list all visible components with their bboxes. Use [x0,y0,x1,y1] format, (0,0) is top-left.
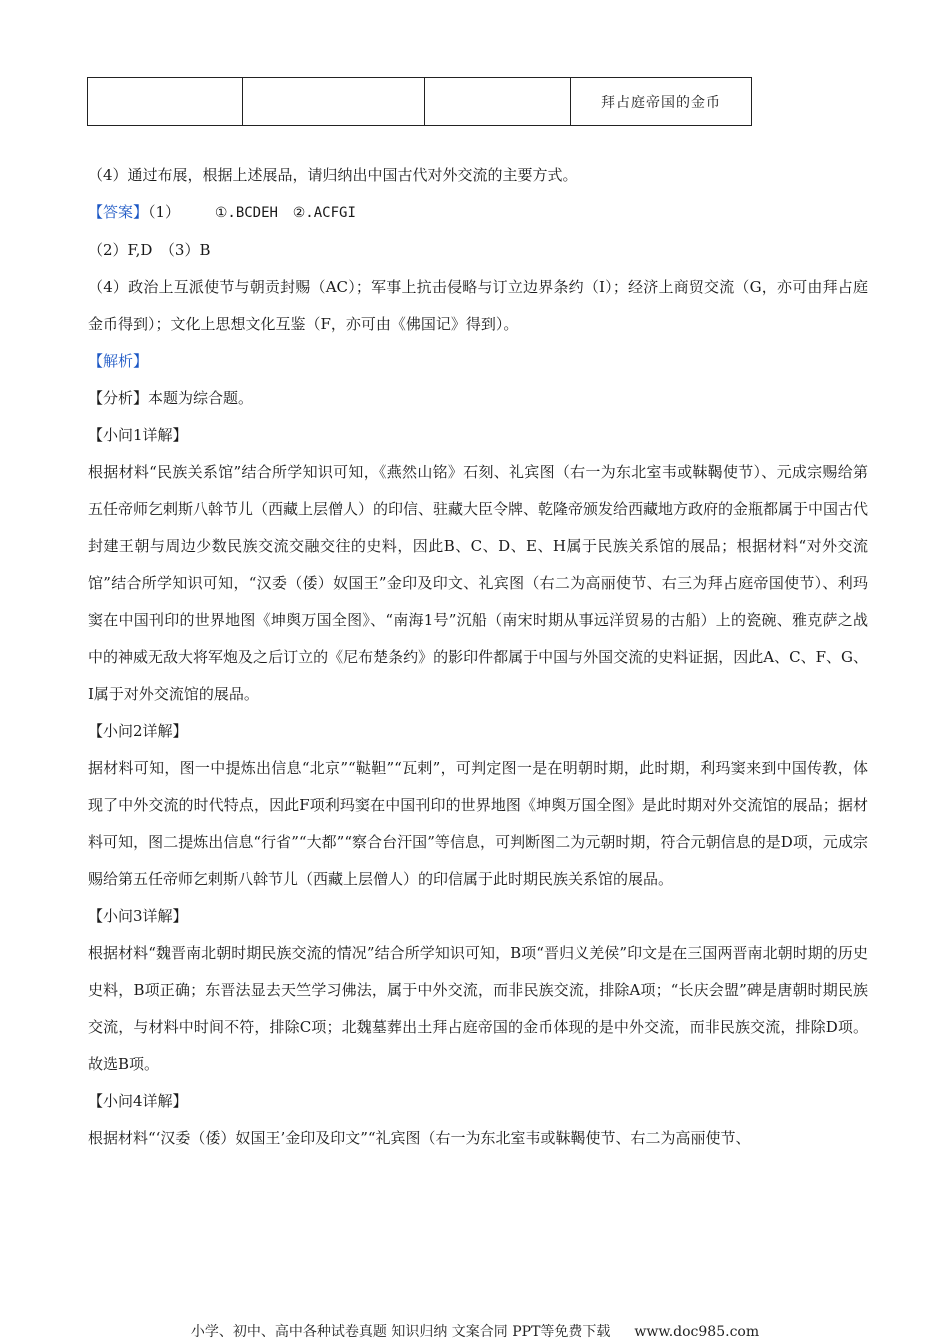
analysis-label: 【解析】 [88,352,149,370]
question-4: （4）通过布展，根据上述展品，请归纳出中国古代对外交流的主要方式。 [88,166,578,184]
answer-part-b: ②.ACFGI [292,205,356,221]
page-footer [0,1321,950,1341]
table-cell [243,78,425,126]
q4-heading: 【小问4详解】 [88,1092,188,1110]
q1-heading: 【小问1详解】 [88,426,188,444]
answer-part-a: ①.BCDEH [214,205,278,221]
answer-line-3: （4）政治上互派使节与朝贡封赐（AC）；军事上抗击侵略与订立边界条约（I）；经济上商贸交流（G，亦可由拜占庭金币得到）；文化上思想文化互鉴（F，亦可由《佛国记》得到）。 [88,278,868,333]
table-row [88,78,752,126]
answer-line-2: （2）F,D （3）B [88,241,211,259]
analysis-summary: 【分析】本题为综合题。 [88,389,254,407]
table-cell: 拜占庭帝国的金币 [571,78,752,126]
answer-num: （1） [148,203,181,221]
table-cell [88,78,243,126]
answer-line-1 [88,194,868,232]
table-cell [425,78,571,126]
footer-text: 小学、初中、高中各种试卷真题 知识归纳 文案合同 PPT等免费下载 [190,1324,611,1340]
q3-heading: 【小问3详解】 [88,907,188,925]
document-body [88,157,868,1157]
q3-text: 根据材料“魏晋南北朝时期民族交流的情况”结合所学知识可知，B项“晋归义羌侯”印文是在三国两晋南北朝时期的历史史料，B项正确；东晋法显去天竺学习佛法，属于中外交流，而非民族交流，排除A项；“长庆会盟”碑是唐朝时期民族交流，与材料中时间不符，排除C项；北魏墓葬出土拜占庭帝国的金币体现的是中外交流，而非民族交流，排除D项。故选B项。 [88,944,868,1073]
answer-label: 【答案】 [88,203,149,221]
q4-text: 根据材料“‘汉委（倭）奴国王’金印及印文”“礼宾图（右一为东北室韦或靺鞨使节、右二为高丽使节、 [88,1129,751,1147]
q2-text: 据材料可知，图一中提炼出信息“北京”“鞑靼”“瓦剌”，可判定图一是在明朝时期，此时期，利玛窦来到中国传教，体现了中外交流的时代特点，因此F项利玛窦在中国刊印的世界地图《坤舆万国全图》是此时期对外交流馆的展品；据材料可知，图二提炼出信息“行省”“大都”“察合台汗国”等信息，可判断图二为元朝时期，符合元朝信息的是D项，元成宗赐给第五任帝师乞剌斯八斡节儿（西藏上层僧人）的印信属于此时期民族关系馆的展品。 [88,759,868,888]
footer-url[interactable]: www.doc985.com [634,1324,760,1340]
exhibit-table [87,77,752,126]
q1-text: 根据材料“民族关系馆”结合所学知识可知，《燕然山铭》石刻、礼宾图（右一为东北室韦或靺鞨使节）、元成宗赐给第五任帝师乞剌斯八斡节儿（西藏上层僧人）的印信、驻藏大臣令牌、乾隆帝颁发给西藏地方政府的金瓶都属于中国古代封建王朝与周边少数民族交流交融交往的史料，因此B、C、D、E、H属于民族关系馆的展品；根据材料“对外交流馆”结合所学知识可知，“汉委（倭）奴国王”金印及印文、礼宾图（右二为高丽使节、右三为拜占庭帝国使节）、利玛窦在中国刊印的世界地图《坤舆万国全图》、“南海1号”沉船（南宋时期从事远洋贸易的古船）上的瓷碗、雅克萨之战中的神威无敌大将军炮及之后订立的《尼布楚条约》的影印件都属于中国与外国交流的史料证据，因此A、C、F、G、I属于对外交流馆的展品。 [88,463,869,703]
q2-heading: 【小问2详解】 [88,722,188,740]
